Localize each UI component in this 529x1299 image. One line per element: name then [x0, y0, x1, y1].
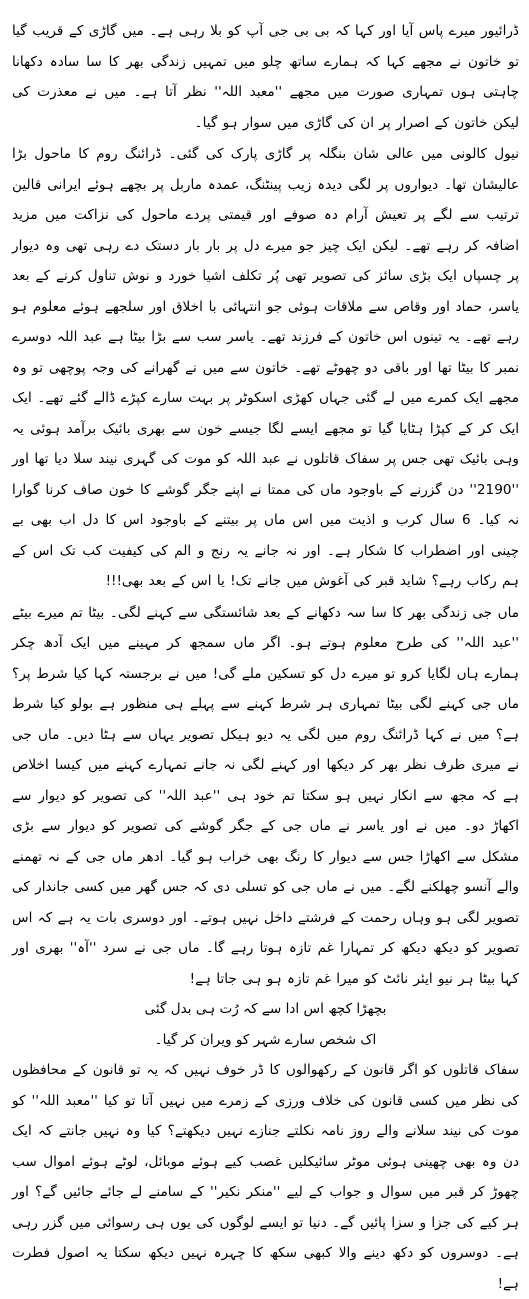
paragraph-mother-request: ماں جی زندگی بھر کا سا سہ دکھانے کے بعد شائستگی سے کہنے لگی۔ بیٹا تم میرے بیٹے ''عبد اللہ'' کی طرح معلوم ہوتے ہو۔ اگر ماں سمجھ کر مہینے میں ایک آدھ چکر ہمارے ہاں لگایا کرو تو میرے دل کو تسکین ملے گی! میں نے برجستہ کہا کیا شرط پر؟ ماں جی کہنے لگی بیٹا تمہاری ہر شرط کہنے سے پہلے ہی منظور ہے بولو کیا شرط ہے؟ میں نے کہا ڈرائنگ روم میں لگی یہ دیو ہیکل تصویر یہاں سے ہٹا دیں۔ ماں جی نے میری طرف نظر بھر کر دیکھا اور کہنے لگی نہ جانے تمہارے کہنے میں کیسا اخلاص ہے کہ مجھ سے انکار نہیں ہو سکتا تم خود ہی ''عبد اللہ'' کی تصویر کو دیوار سے اکھاڑ دو۔ میں نے اور یاسر نے ماں جی کے جگر گوشے کی تصویر کو دیوار سے بڑی مشکل سے اکھاڑا جس سے دیوار کا رنگ بھی خراب ہو گیا۔ ادھر ماں جی کے نہ تھمنے والے آنسو چھلکنے لگے۔ میں نے ماں جی کو تسلی دی کہ جس گھر میں کسی جاندار کی تصویر لگی ہو وہاں رحمت کے فرشتے داخل نہیں ہوتے۔ اور دوسری بات یہ ہے کہ اس تصویر کو دیکھ دیکھ کر تمہارا غم تازہ ہوتا رہے گا۔ ماں جی نے سرد ''آہ'' بھری اور کہا بیٹا ہر نیو ایئر نائٹ کو میرا غم تازہ ہو ہی جاتا ہے! — [12, 604, 519, 987]
verse-line-2: اک شخص سارے شہر کو ویران کر گیا۔ — [154, 1031, 377, 1048]
poetry-couplet — [12, 994, 519, 1055]
verse-line-1: بچھڑا کچھ اس ادا سے کہ رُت ہی بدل گئی — [144, 1001, 387, 1017]
paragraph-driver-invitation: ڈرائیور میرے پاس آیا اور کہا کہ بی بی جی آپ کو بلا رہی ہے۔ میں گاڑی کے قریب گیا تو خاتون نے مجھے کہا کہ ہمارے ساتھ چلو میں تمہیں زندگی بھر کا سا سادہ دکھانا چاہتی ہوں تمہاری صورت میں مجھے ''معبد اللہ'' نظر آتا ہے۔ میں نے معذرت کی لیکن خاتون کے اصرار پر ان کی گاڑی میں سوار ہو گیا۔ — [12, 23, 519, 131]
paragraph-drawing-room: نیول کالونی میں عالی شان بنگلہ پر گاڑی پارک کی گئی۔ ڈرائنگ روم کا ماحول بڑا عالیشان تھا۔ دیواروں پر لگی دیدہ زیب پینٹنگ، عمدہ ماربل پر بچھے ہوئے ایرانی قالین ترتیب سے لگے پر تعیش آرام دہ صوفے اور قیمتی پردے ماحول کی نزاکت میں مزید اضافہ کر رہے تھے۔ لیکن ایک چیز جو میرے دل پر بار بار دستک دے رہی تھی وہ دیوار پر چسپاں ایک بڑی سائز کی تصویر تھی پُر تکلف اشیا خورد و نوش تناول کرنے کے بعد یاسر، حماد اور وقاص سے ملاقات ہوئی جو انتہائی با اخلاق اور سلجھے ہوئے معلوم ہو رہے تھے۔ یہ تینوں اس خاتون کے فرزند تھے۔ یاسر سب سے بڑا بیٹا ہے عبد اللہ دوسرے نمبر کا بیٹا تھا اور باقی دو چھوٹے تھے۔ خاتون سے میں نے گھرانے کی وجہ پوچھی تو وہ مجھے ایک کمرے میں لے گئی جہاں کھڑی اسکوٹر پر بہت سارے کپڑے ڈالے گئے تھے۔ ایک ایک کر کے کپڑا ہٹایا گیا تو مجھے ایسے لگا جیسے خون سے بھری بائیک برآمد ہوئی یہ وہی بائیک تھی جس پر سفاک قاتلوں نے عبد اللہ کو موت کی گہری نیند سلا دیا تھا اور ''2190'' دن گزرنے کے باوجود ماں کی ممتا نے اپنے جگر گوشے کا خون صاف کرنا گوارا نہ کیا۔ 6 سال کرب و اذیت میں اس ماں پر بیتنے کے باوجود اس کا دل اب بھی بے چینی اور اضطراب کا شکار ہے۔ اور نہ جانے یہ رنج و الم کی کیفیت کب تک اس کے ہم رکاب رہے؟ شاید قبر کی آغوش میں جانے تک! یا اس کے بعد بھی!!! — [12, 146, 519, 589]
paragraph-closing: سفاک قاتلوں کو اگر قانون کے رکھوالوں کا ڈر خوف نہیں کہ یہ تو قانون کے محافظوں کی نظر میں کسی قانون کی خلاف ورزی کے زمرے میں نہیں آتا تو کیا ''معبد اللہ'' کو موت کی نیند سلانے والے روز نامہ نکلتے جنازے نہیں دیکھتے؟ کیا وہ نہیں جانتے کہ ایک دن وہ بھی چھینی ہوئی موٹر سائیکلیں غصب کیے ہوئے موبائل، لوٹے ہوئے اموال سب چھوڑ کر قبر میں سوال و جواب کے لیے ''منکر نکیر'' کے سامنے لے جائے جائیں گے؟ اور ہر کیے کی جزا و سزا پائیں گے۔ دنیا تو ایسے لوگوں کی یوں ہی رسوائی میں گزر رہی ہے۔ دوسروں کو دکھ دینے والا کبھی سکھ کا چہرہ نہیں دیکھ سکتا یہ اصول فطرت ہے! — [12, 1062, 519, 1292]
